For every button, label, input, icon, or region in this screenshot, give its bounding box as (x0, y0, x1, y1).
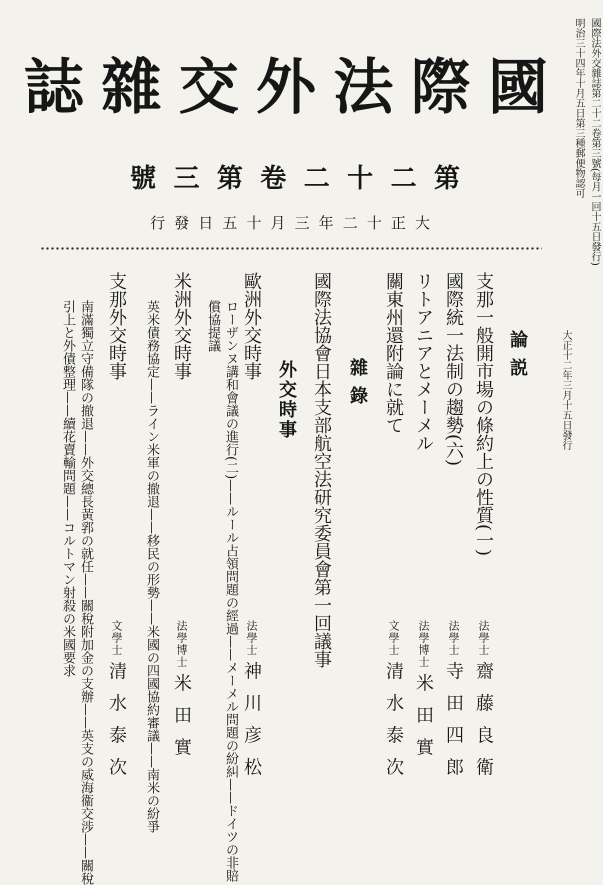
date-char: 發 (174, 214, 190, 232)
title-char: 雜 (101, 53, 162, 123)
title-char: 法 (333, 53, 394, 123)
author-degree: 法學士 (447, 620, 460, 656)
article-title: リトアニアとメーメル (413, 272, 434, 452)
author-degree: 文學士 (110, 620, 123, 656)
date-char: 正 (390, 214, 406, 232)
title-char: 交 (178, 53, 239, 123)
date-char: 月 (270, 214, 286, 232)
article-author (412, 620, 434, 770)
title-char: 國 (488, 53, 548, 123)
article-author (105, 620, 127, 790)
issue-char: 號 (130, 164, 157, 194)
issue-char: 十 (347, 164, 374, 194)
issue-char: 卷 (260, 164, 287, 194)
dotted-divider (40, 247, 542, 250)
news-heading-europe: 歐洲外交時事 (241, 272, 262, 380)
author-name: 清水泰次 (106, 661, 127, 790)
news-detail: 引上と外債整理——續花賣輸問題——コルトマン射殺の米國要求 (60, 300, 75, 677)
volume-issue (130, 162, 460, 196)
news-heading-america: 米洲外交時事 (171, 272, 192, 380)
title-char: 誌 (24, 53, 85, 123)
author-name: 神川彦松 (241, 661, 262, 790)
author-degree: 法學博士 (417, 620, 430, 668)
news-detail: 英米債務協定——ライン米軍の撤退——移民の形勢——米國の四國協約審議——南米の紛爭 (144, 300, 159, 833)
issue-date-note: 大正十二年三月十五日發行 (560, 330, 571, 450)
date-char: 行 (150, 214, 166, 232)
date-char: 十 (246, 214, 262, 232)
issue-char: 二 (390, 164, 417, 194)
author-name: 寺田四郎 (443, 661, 464, 790)
article-author (382, 620, 404, 790)
section-heading-ronsetsu: 論説 (507, 330, 528, 386)
article-author (442, 620, 464, 790)
registration-notice: 國際法外交雜誌第二十二卷第三號(每月一回十五日發行) (589, 18, 600, 266)
date-char: 五 (222, 214, 238, 232)
author-name: 米田實 (413, 673, 434, 770)
date-char: 年 (318, 214, 334, 232)
issue-char: 二 (303, 164, 330, 194)
author-degree: 法學士 (245, 620, 258, 656)
article-author (472, 620, 494, 790)
misc-title: 國際法協會日本支部航空法研究委員會第一回議事 (311, 272, 332, 668)
news-detail: 南滿獨立守備隊の撤退——外交總長黃郛の就任——關稅附加金の支辦——英支の威海衞交涉——關稅 (78, 300, 93, 885)
date-char: 三 (294, 214, 310, 232)
author-degree: 文學士 (387, 620, 400, 656)
date-char: 日 (198, 214, 214, 232)
author-name: 米田實 (171, 673, 192, 770)
section-heading-gaiko: 外交時事 (276, 360, 297, 440)
article-title: 關東州還附論に就て (383, 272, 404, 434)
issue-char: 第 (433, 164, 460, 194)
date-char: 大 (414, 214, 430, 232)
article-author (170, 620, 192, 770)
date-char: 二 (342, 214, 358, 232)
publication-date (150, 212, 430, 234)
article-title: 國際統一法制の趨勢(六) (443, 272, 464, 467)
issue-char: 三 (173, 164, 200, 194)
masthead-title (26, 52, 548, 124)
author-degree: 法學士 (477, 620, 490, 656)
article-title: 支那一般開市場の條約上の性質(一) (473, 272, 494, 557)
title-char: 際 (410, 53, 471, 123)
news-heading-china: 支那外交時事 (106, 272, 127, 380)
date-char: 十 (366, 214, 382, 232)
author-name: 清水泰次 (383, 661, 404, 790)
title-char: 外 (256, 53, 317, 123)
section-heading-zatsuroku: 雜錄 (347, 358, 368, 414)
issue-char: 第 (216, 164, 243, 194)
article-author (240, 620, 262, 790)
registration-notice-2: 明治三十四年十月五日第三種郵便物認可 (573, 18, 584, 198)
author-name: 齋藤良衛 (473, 661, 494, 790)
news-detail: ローザンヌ講和會議の進行(二)——ルール占領問題の經過——メーメル問題の紛糾——ドイツの非賠 (223, 300, 238, 883)
author-degree: 法學博士 (175, 620, 188, 668)
news-detail: 償協提議 (205, 300, 220, 352)
